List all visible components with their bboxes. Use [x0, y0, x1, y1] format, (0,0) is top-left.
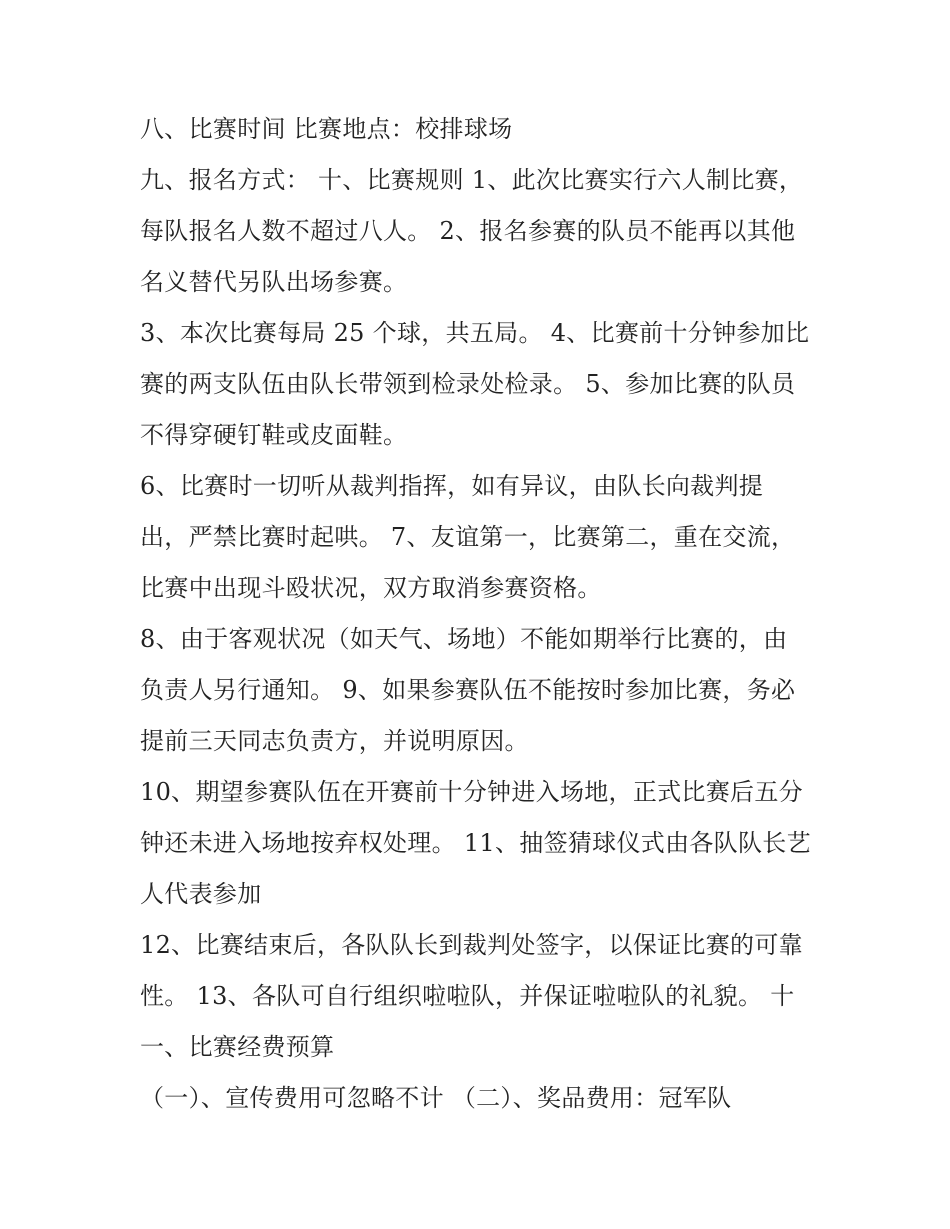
text-line-14: 10、期望参赛队伍在开赛前十分钟进入场地，正式比赛后五分: [140, 778, 803, 806]
text-line-19: 一、比赛经费预算: [140, 1033, 335, 1061]
text-line-16: 人代表参加: [140, 880, 262, 908]
text-line-10: 比赛中出现斗殴状况，双方取消参赛资格。: [140, 574, 602, 602]
text-line-3: 每队报名人数不超过八人。 2、报名参赛的队员不能再以其他: [140, 217, 796, 245]
text-line-9: 出，严禁比赛时起哄。 7、友谊第一，比赛第二，重在交流，: [140, 523, 796, 551]
text-line-8: 6、比赛时一切听从裁判指挥，如有异议，由队长向裁判提: [140, 472, 764, 500]
text-line-11: 8、由于客观状况（如天气、场地）不能如期举行比赛的，由: [140, 625, 788, 653]
text-line-4: 名义替代另队出场参赛。: [140, 268, 408, 296]
text-line-13: 提前三天同志负责方，并说明原因。: [140, 727, 529, 755]
text-line-1: 八、比赛时间 比赛地点：校排球场: [140, 115, 513, 143]
text-line-2: 九、报名方式： 十、比赛规则 1、此次比赛实行六人制比赛，: [140, 166, 804, 194]
text-line-17: 12、比赛结束后，各队队长到裁判处签字，以保证比赛的可靠: [140, 931, 803, 959]
text-line-5: 3、本次比赛每局 25 个球，共五局。 4、比赛前十分钟参加比: [140, 319, 810, 347]
text-line-20: （一）、宣传费用可忽略不计 （二）、奖品费用：冠军队: [140, 1084, 732, 1112]
text-line-6: 赛的两支队伍由队长带领到检录处检录。 5、参加比赛的队员: [140, 370, 796, 398]
text-line-15: 钟还未进入场地按弃权处理。 11、抽签猜球仪式由各队队长艺: [140, 829, 811, 857]
text-line-7: 不得穿硬钉鞋或皮面鞋。: [140, 421, 408, 449]
text-line-18: 性。 13、各队可自行组织啦啦队，并保证啦啦队的礼貌。 十: [140, 982, 795, 1010]
text-line-12: 负责人另行通知。 9、如果参赛队伍不能按时参加比赛，务必: [140, 676, 796, 704]
